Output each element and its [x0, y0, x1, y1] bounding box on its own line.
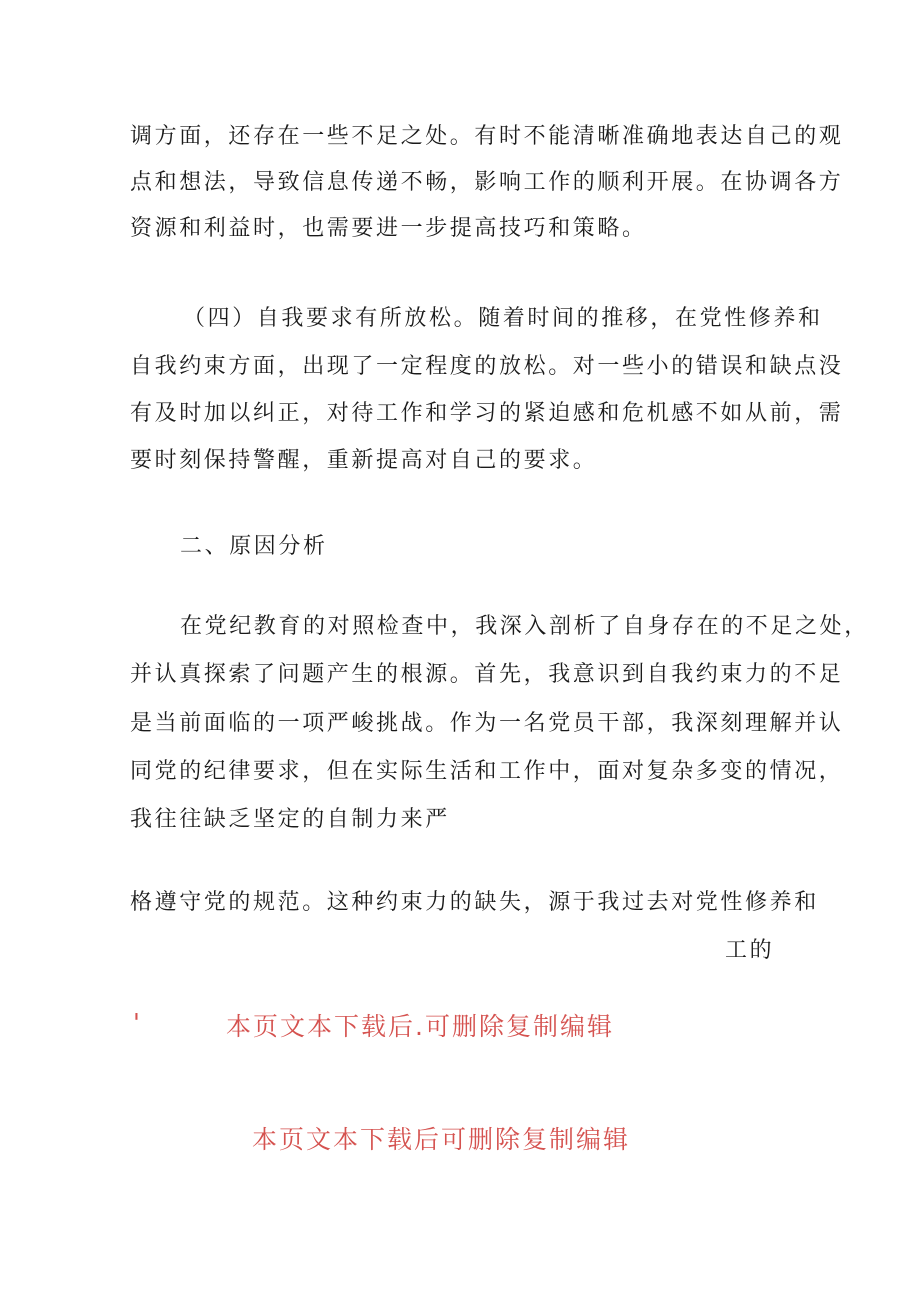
paragraph-line: 调方面，还存在一些不足之处。有时不能清晰准确地表达自己的观: [130, 124, 844, 149]
paragraph-line: 有及时加以纠正，对待工作和学习的紧迫感和危机感不如从前，需: [130, 401, 844, 426]
paragraph-line: 格遵守党的规范。这种约束力的缺失，源于我过去对党性修养和: [130, 890, 819, 915]
paragraph-line: 工的: [725, 938, 775, 963]
paragraph-line: 同党的纪律要求，但在实际生活和工作中，面对复杂多变的情况，: [130, 759, 844, 784]
paragraph-line: 资源和利益时，也需要进一步提高技巧和策略。: [130, 216, 647, 241]
paragraph-line: （四）自我要求有所放松。随着时间的推移，在党性修养和: [183, 306, 823, 331]
section-heading: 二、原因分析: [180, 534, 328, 559]
watermark-line: 本页文本下载后.可删除复制编辑: [226, 1012, 614, 1041]
paragraph-line: 在党纪教育的对照检查中，我深入剖析了自身存在的不足之处，: [180, 614, 869, 639]
paragraph-line: 点和想法，导致信息传递不畅，影响工作的顺利开展。在协调各方: [130, 170, 844, 195]
watermark-tick: ': [133, 1008, 142, 1037]
watermark-line: 本页文本下载后可删除复制编辑: [252, 1125, 631, 1154]
paragraph-line: 并认真探索了问题产生的根源。首先，我意识到自我约束力的不足: [130, 662, 844, 687]
paragraph-line: 是当前面临的一项严峻挑战。作为一名党员干部，我深刻理解并认: [130, 711, 844, 736]
paragraph-line: 要时刻保持警醒，重新提高对自己的要求。: [130, 448, 598, 473]
paragraph-line: 我往往缺乏坚定的自制力来严: [130, 807, 450, 832]
paragraph-line: 自我约束方面，出现了一定程度的放松。对一些小的错误和缺点没: [130, 354, 844, 379]
